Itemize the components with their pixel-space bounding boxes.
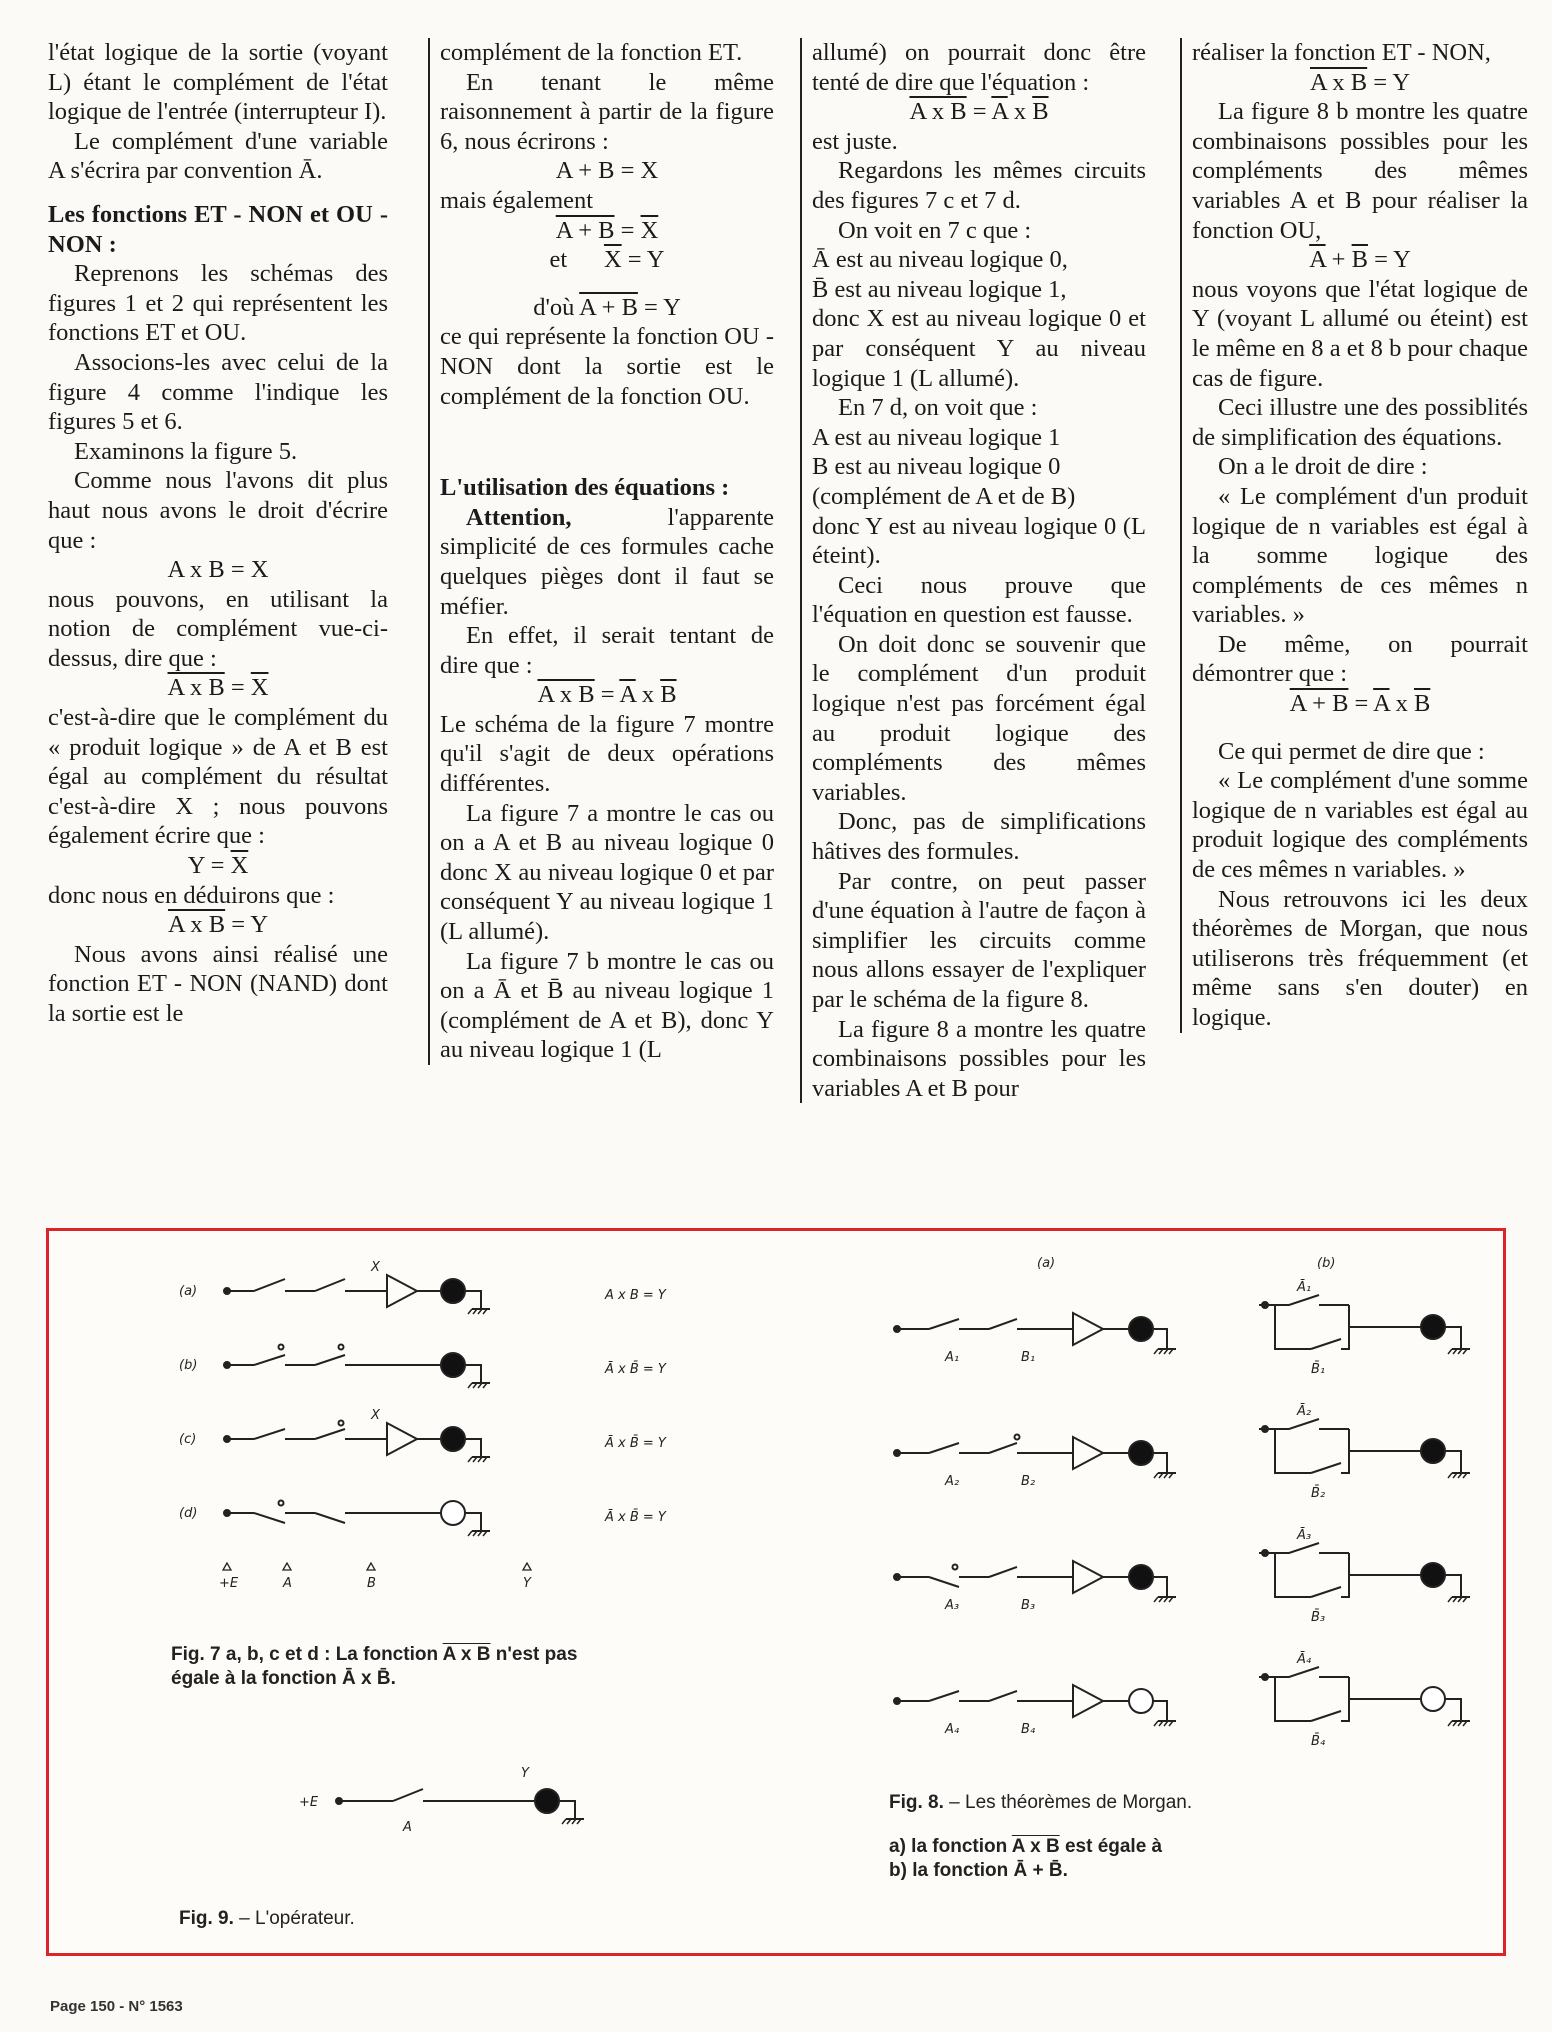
fig9-caption (179, 1907, 355, 1931)
fig9-label: Y (521, 1766, 529, 1781)
caption-text: A x B (1011, 1836, 1060, 1857)
fig7-row-label: (d) (179, 1506, 198, 1521)
equation-term: = Y (1367, 246, 1411, 274)
paragraph: allumé) on pourrait donc être tenté de dire que l'équation : (812, 39, 1146, 96)
equation-term: $\overline{X}$ (603, 246, 622, 274)
fig8-label: A₁ (945, 1350, 960, 1365)
caption-text: Fig. 7 a, b, c et d : La fonction (171, 1644, 443, 1665)
fig8-header: (b) (1317, 1256, 1336, 1271)
paragraph: c'est-à-dire que le complément du « produit logique » de A et B est égal au complément du résultat c'est-à-dire X ; nous pouvons également écrire que : (48, 704, 388, 850)
paragraph: De même, on pourrait démontrer que : (1192, 630, 1528, 688)
paragraph: Ceci nous prouve que l'équation en question est fausse. (812, 571, 1146, 629)
fig7-row-label: (b) (179, 1358, 198, 1373)
equation-term: A x B (167, 674, 225, 702)
list-item: A est au niveau logique 1 (812, 423, 1061, 451)
text-column-3 (800, 38, 1146, 1103)
fig7-x-label: X (371, 1408, 380, 1423)
paragraph: En 7 d, on voit que : (838, 394, 1038, 422)
fig7-row-d (227, 1501, 490, 1537)
paragraph: complément de la fonction ET. (440, 39, 743, 66)
equation-term: = Y (225, 911, 269, 939)
equation-term: = (1348, 690, 1374, 718)
paragraph: La figure 7 b montre le cas ou on a Ā et B̄ au niveau logique 1 (complément de A et B), donc Y au niveau logique 1 (L (440, 947, 774, 1064)
equation: A + B = X (555, 157, 659, 185)
fig7-row-c (227, 1421, 490, 1463)
fig7-equation: Ā x B̄ = Y (605, 1362, 666, 1377)
equation-term: = Y (621, 246, 665, 274)
circuit-diagrams (49, 1231, 1509, 1959)
equation (48, 851, 388, 881)
caption-title: Fig. 8. (889, 1792, 944, 1813)
fig8-label: B₁ (1021, 1350, 1036, 1365)
paragraph: nous pouvons, en utilisant la notion de complément vue-ci-dessus, dire que : (48, 585, 388, 672)
equation (48, 910, 388, 940)
fig8-label: B̄₂ (1311, 1486, 1326, 1501)
equation-term: A x B (909, 98, 967, 126)
equation-term: = (594, 681, 620, 709)
equation (1192, 68, 1528, 98)
fig8-label: A₄ (945, 1722, 960, 1737)
paragraph: En tenant le même raisonnement à partir de la figure 6, nous écrirons : (440, 68, 774, 155)
equation-term: A x B (537, 681, 595, 709)
equation-term: x (635, 681, 661, 709)
fig8-header: (a) (1037, 1256, 1056, 1271)
text-column-1 (48, 38, 388, 1029)
paragraph: mais également (440, 186, 594, 214)
fig8-label: Ā₃ (1297, 1528, 1312, 1543)
equation-term: Y = (187, 852, 231, 880)
section-heading: L'utilisation des équations : (440, 474, 730, 502)
fig7-row-label: (c) (179, 1432, 197, 1447)
caption-text: b) la fonction Ā + B̄. (889, 1860, 1068, 1881)
fig8-label: B₂ (1021, 1474, 1036, 1489)
caption-text: égale à la fonction Ā x B̄. (171, 1668, 396, 1689)
fig9-circuit (336, 1789, 584, 1824)
fig8-label: B̄₁ (1311, 1362, 1326, 1377)
equation-term: x (1389, 690, 1414, 718)
equation-term: d'où (533, 293, 580, 321)
fig8-caption (889, 1791, 1192, 1815)
paragraph: « Le complément d'une somme logique de n variables est égal au produit logique des compléments de ces mêmes n variables. » (1192, 767, 1528, 884)
figure-frame (46, 1228, 1506, 1956)
equation-term: $\overline{B}$ (1413, 690, 1431, 718)
fig7-bottom-label: +E (219, 1576, 239, 1591)
fig7-bottom-label: A (283, 1576, 292, 1591)
equation-term: A x B (167, 911, 226, 939)
equation (1192, 689, 1528, 719)
fig8-label: B̄₄ (1311, 1734, 1326, 1749)
fig7-row-a (227, 1275, 490, 1314)
equation (440, 293, 774, 323)
fig7-equation: Ā x B̄ = Y (605, 1510, 666, 1525)
section-heading: Les fonctions ET - NON et OU - NON : (48, 200, 388, 258)
fig8-caption-detail (889, 1835, 1162, 1883)
list-item: B est au niveau logique 0 (812, 453, 1061, 481)
fig9-label: A (403, 1820, 412, 1835)
equation-term: x (1007, 98, 1033, 126)
paragraph: On a le droit de dire : (1218, 453, 1428, 481)
equation-term: $\overline{X}$ (640, 216, 659, 244)
fig8-label: B₃ (1021, 1598, 1036, 1613)
paragraph: Examinons la figure 5. (74, 437, 298, 465)
equation-term: A + B (1289, 690, 1349, 718)
equation (440, 680, 774, 710)
equation-term: = (614, 216, 641, 244)
equation-term: = (224, 674, 251, 702)
paragraph: réaliser la fonction ET - NON, (1192, 39, 1491, 66)
equation-term: $\overline{B}$ (1032, 98, 1049, 126)
fig7-equation: Ā x B̄ = Y (605, 1436, 666, 1451)
equation-term: + (1325, 246, 1352, 274)
paragraph: Nous retrouvons ici les deux théorèmes de Morgan, que nous utiliserons très fréquemment (et même sans s'en douter) en logique. (1192, 885, 1528, 1031)
fig7-x-label: X (371, 1260, 380, 1275)
equation-term: = Y (637, 293, 681, 321)
equation-term: $\overline{X}$ (250, 674, 269, 702)
list-item: donc Y est au niveau logique 0 (L éteint). (812, 512, 1146, 570)
equation-term: $\overline{A}$ (991, 98, 1008, 126)
caption-text: est égale à (1059, 1836, 1163, 1857)
equation (440, 245, 774, 275)
paragraph: l'état logique de la sortie (voyant L) étant le complément de l'état logique de l'entrée (interrupteur I). (48, 39, 388, 126)
paragraph: En effet, il serait tentant de dire que : (440, 622, 774, 679)
paragraph: est juste. (812, 127, 898, 155)
paragraph: Donc, pas de simplifications hâtives des formules. (812, 808, 1146, 866)
paragraph: La figure 8 b montre les quatre combinaisons possibles pour les compléments des mêmes variables A et B pour réaliser la fonction OU, (1192, 98, 1528, 244)
equation (440, 216, 774, 246)
paragraph: On voit en 7 c que : (838, 216, 1032, 244)
equation (812, 97, 1146, 127)
equation-term: $\overline{A}$ (619, 681, 636, 709)
equation-term: A + B (555, 216, 615, 244)
equation: A x B = X (167, 556, 269, 584)
fig7-caption (171, 1643, 577, 1691)
caption-text: – L'opérateur. (233, 1908, 355, 1929)
fig7-bottom-label: Y (523, 1576, 531, 1591)
paragraph: « Le complément d'un produit logique de n variables est égal à la somme logique des compléments de ces mêmes n variables. » (1192, 482, 1528, 629)
equation (48, 673, 388, 703)
fig8-label: Ā₂ (1297, 1404, 1312, 1419)
fig8b-circuits (1259, 1295, 1470, 1726)
paragraph: nous voyons que l'état logique de Y (voyant L allumé ou éteint) est le même en 8 a et 8 b pour chaque cas de figure. (1192, 275, 1528, 392)
text-run: l'apparente simplicité de ces formules cache quelques pièges dont il faut se méfier. (440, 503, 774, 620)
paragraph: donc nous en déduirons que : (48, 881, 335, 909)
text-column-2 (428, 38, 774, 1065)
fig7-row-b (227, 1345, 490, 1389)
list-item: B̄ est au niveau logique 1, (812, 275, 1067, 303)
fig7-row-label: (a) (179, 1284, 198, 1299)
equation-term: $\overline{A}$ (1309, 246, 1326, 274)
paragraph (440, 503, 774, 621)
equation-term: $\overline{B}$ (1351, 246, 1368, 274)
caption-text: a) la fonction (889, 1836, 1012, 1857)
fig8-label: A₃ (945, 1598, 960, 1613)
equation-term: $\overline{B}$ (660, 681, 677, 709)
equation-term: = (966, 98, 992, 126)
equation-term: A + B (579, 293, 638, 321)
list-item: Ā est au niveau logique 0, (812, 246, 1068, 274)
paragraph: Reprenons les schémas des figures 1 et 2 qui représentent les fonctions ET et OU. (48, 260, 388, 347)
fig7-equation: A x B = Y (605, 1288, 666, 1303)
fig8-label: B₄ (1021, 1722, 1036, 1737)
equation-term: $\overline{X}$ (230, 852, 249, 880)
fig8-label: B̄₃ (1311, 1610, 1326, 1625)
paragraph: ce qui représente la fonction OU - NON dont la sortie est le complément de la fonction OU. (440, 323, 774, 410)
paragraph: Par contre, on peut passer d'une équation à l'autre de façon à simplifier les circuits comme nous allons essayer de l'expliquer par le schéma de la figure 8. (812, 867, 1146, 1013)
paragraph: Le schéma de la figure 7 montre qu'il s'agit de deux opérations différentes. (440, 710, 774, 798)
caption-text: – Les théorèmes de Morgan. (943, 1792, 1193, 1813)
paragraph: Ce qui permet de dire que : (1218, 737, 1485, 765)
fig8-label: Ā₁ (1297, 1280, 1312, 1295)
fig7-bottom-label: B (367, 1576, 376, 1591)
caption-text: A x B (442, 1644, 491, 1665)
paragraph: Nous avons ainsi réalisé une fonction ET - NON (NAND) dont la sortie est le (48, 940, 388, 1027)
paragraph: Comme nous l'avons dit plus haut nous avons le droit d'écrire que : (48, 467, 388, 554)
equation-term: A x B (1309, 68, 1368, 96)
paragraph: Regardons les mêmes circuits des figures 7 c et 7 d. (812, 157, 1146, 214)
list-item: (complément de A et de B) (812, 482, 1076, 510)
paragraph: La figure 7 a montre le cas ou on a A et B au niveau logique 0 donc X au niveau logique 0 et par conséquent Y au niveau logique 1 (L allumé). (440, 799, 774, 946)
paragraph: Associons-les avec celui de la figure 4 comme l'indique les figures 5 et 6. (48, 348, 388, 436)
text-column-4 (1180, 38, 1528, 1033)
equation-term: = Y (1367, 68, 1411, 96)
paragraph: Ceci illustre une des possiblités de simplification des équations. (1192, 394, 1528, 451)
paragraph: La figure 8 a montre les quatre combinaisons possibles pour les variables A et B pour (812, 1015, 1146, 1102)
equation (1192, 245, 1528, 275)
fig8a-circuits (894, 1313, 1176, 1726)
paragraph: On doit donc se souvenir que le complément d'un produit logique n'est pas forcément égal au produit logique des compléments des mêmes variables. (812, 630, 1146, 806)
caption-title: Fig. 9. (179, 1908, 234, 1929)
equation-term: $\overline{A}$ (1373, 690, 1390, 718)
caption-text: n'est pas (490, 1644, 578, 1665)
emphasis: Attention, (466, 503, 572, 531)
page-footer: Page 150 - N° 1563 (50, 1998, 183, 2015)
paragraph: Le complément d'une variable A s'écrira par convention Ā. (48, 127, 388, 185)
equation-term: et (549, 246, 568, 274)
fig9-label: +E (299, 1795, 319, 1810)
list-item: donc X est au niveau logique 0 et par conséquent Y au niveau logique 1 (L allumé). (812, 305, 1146, 392)
fig8-label: A₂ (945, 1474, 960, 1489)
fig8-label: Ā₄ (1297, 1652, 1312, 1667)
